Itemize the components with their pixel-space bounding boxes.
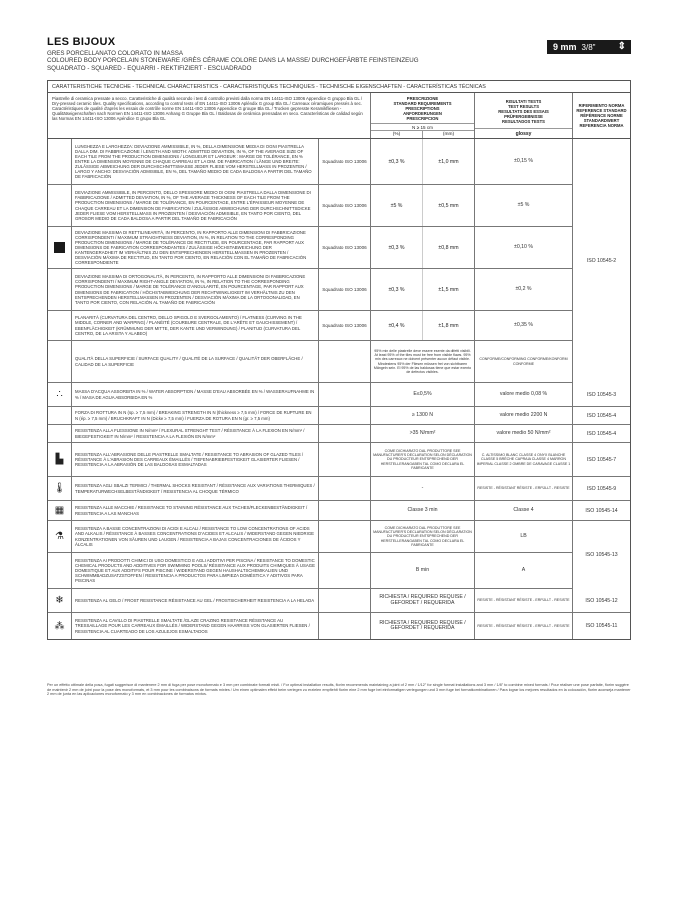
row-description: RESISTENZA A BASSE CONCENTRAZIONI DI ACIDI E ALCALI / RESISTANCE TO LOW CONCENTRATIONS OF ACIDS AND ALKALIS / RÉSISTANCE À BASSES CONCENTRATIONS D'ACIDES ET ALCALIS / WIDERSTAND GEGEN NIEDRIGE KONZENTRATIONEN VON SÄUREN UND LAUGEN / RESISTENCIA A BAJAS CONCENTRACIONES DE ÁCIDOS Y ÁLCALIS [72,521,319,552]
subtitle-line: GRES PORCELLANATO COLORATO IN MASSA [47,50,184,57]
row-prescription: Classe 3 min [371,501,475,520]
row-method: Squadrato ISO 13006 [319,269,371,310]
row-prescription: ≥ 1300 N [371,407,475,424]
results-header-line: RESULTADOS TESTS [502,119,545,124]
norm-header-line: REFERENCIA NORMA [579,123,624,128]
row-result: CONFORME/CONFORMING CONFORME/KONFORM CONFORME [475,341,573,382]
row-norm: ISO 10545-4 [586,412,617,419]
row-norm: ISO 10545-3 [586,391,617,398]
product-subtitle [47,50,631,72]
footnote: Per un effetto ottimale della posa, fugati suggerisce di mantenere 2 mm di fuga per pose monoformato e 3 mm per combinate formati misti. / For optimal installation results, florim recommends maintaining a joint of 2 mm / 1/12" for single format installations and 3 mm / 1/8" to combine mixed formats / Pour réaliser une pose parfaite, florim suggère de maintenir 2 mm de joint pour la pose des monoformats, et 3 mm pour les combinaisons de formats mixtes / Um einen optimalen effekt beim verlegen zu erzielen empfiehlt florim eine 2 mm fuge bei einformatigen verlegungen und 3 mm fuge bei formatkombinationen / Para lograr los mejores resultados en la colocación, florim aconseja mantener 2 mm de junta en las aplicaciones monoformato y 3 mm en combinaciones de formatos mixtos. [47,683,631,697]
prescriptions-header-line: PRESCRIZIONE [406,96,439,101]
table-row [48,477,630,501]
row-result: ±0,15 % [475,139,573,184]
row-result: ±0,10 % [475,227,573,268]
row-prescription: B min [371,553,475,588]
row-method [319,521,371,552]
prescriptions-header [371,93,475,138]
row-description: RESISTENZA ALL'ABRASIONE DELLE PIASTRELLE SMALTATE / RESISTANCE TO ABRASION OF GLAZED TILES / RÉSISTANCE À L'ABRASION DES CARREAUX ÉMAILLÉS / TIEFENABRIEBFESTIGKEIT GLASIERTER FLIESEN / RESISTENCIA A LA ABRASIÓN DE LAS BALDOSAS ESMALTADAS [72,443,319,476]
row-result: ±0,35 % [475,311,573,340]
row-method [319,477,371,500]
row-norm: ISO 10545-9 [586,485,617,492]
table-row [48,425,630,443]
row-prescription-percent: ±5 % [371,185,423,226]
units-row [371,130,474,138]
vertical-double-arrow-icon: ⇕ [617,41,626,52]
table-row [48,227,630,269]
row-prescription-percent: ±0,3 % [371,269,423,310]
row-description: LUNGHEZZA E LARGHEZZA: DEVIAZIONE AMMISSIBILE, IN %, DELLA DIMENSIONE MEDIA DI OGNI PIASTRELLA DALLA DIM. DI FABBRICAZIONE / LENGTH AND WIDTH: ADMITTED DEVIATION, IN %, OF THE AVERAGE SIZE OF EACH TILE FROM THE PRODUCTION DIMENSIONS / LONGUEUR ET LARGEUR : MARGE DE TOLÉRANCE, EN % ENTRE LA DIMENSION MOYENNE DE CHAQUE CARREAU ET LA DIM. DE FABRICATION / LÄNGE UND BREITE: ZULÄSSIGE ABWEICHUNG DER DURCHSCHNITTSMASSE JEDER FLIESE VOM HERSTELLMASS IN PROZENTEN / LARGO Y ANCHO: DESVIACIÓN ADMISIBLE, EN %, DEL TAMAÑO MEDIO DE CADA BALDOSA A PARTIR DEL TAMAÑO DE FABRICACIÓN [72,139,319,184]
table-row [48,501,630,521]
row-method: Squadrato ISO 13006 [319,227,371,268]
row-norm: ISO 10545-7 [586,456,617,463]
row-method [319,501,371,520]
prescriptions-header-line: PRESCRIPCION [406,116,439,121]
row-description: DEVIAZIONE MASSIMA DI ORTOGONALITÀ, IN PERCENTO, IN RAPPORTO ALLE DIMENSIONI DI FABBRICAZIONE CORRISPONDENTI / MAXIMUM RIGHT-ANGLE DEVIATION, IN %, IN RELATION TO THE CORRESPONDING PRODUCTION DIMENSIONS / MARGE DE TOLÉRANCE D'ANGULARITÉ, EN POURCENTAGE, PAR RAPPORT AUX DIMENSIONS DE FABRICATION / HÖCHSTABWEICHUNG DER RECHTWINKLIGKEIT IM VERHÄLTNIS ZU DEN ENTSPRECHENDEN HERSTELLMASSEN IN PROZENTEN / DESVIACIÓN MÁXIMA DE LA ORTOGONALIDAD, EN TANTO POR CIENTO, CON RELACIÓN AL TAMAÑO DE FABRICACIÓN [72,269,319,310]
shoe-icon: ▙ [55,454,64,465]
table-header-row [48,93,630,139]
row-description: RESISTENZA ALLE MACCHIE / RESISTANCE TO STAINING RÉSISTANCE AUX TACHES/FLECKENBESTÄNDIGKEIT / RESISTENCIA A LAS MANCHAS [72,501,319,520]
flask-icon: ⚗ [55,531,64,542]
row-description: RESISTENZA AI PRODOTTI CHIMICI DI USO DOMESTICO E AGLI ADDITIVI PER PISCINA / RESISTANCE TO DOMESTIC CHEMICAL PRODUCTS AND ADDITIVES FOR SWIMMING POOLS/ RÉSISTANCE AUX PRODUITS CHIMIQUES À USAGE DOMESTIQUE ET AUX ADDITIFS POUR PISCINE / WIDERSTAND GEGEN HAUSHALTSCHEMIKALIEN UND SCHWIMMBADZUSATZSTOFFEN / RESISTENCIA A PRODUCTOS PARA LIMPIEZA DOMÉSTICA Y ADITIVOS PARA PISCINAS [72,553,319,588]
row-description: MASSA D'ACQUA ASSORBITA IN % / WATER ABSORPTION / MASSE D'EAU ABSORBÉE EN % / WASSERAUFNAHME IN % / MASA DE AGUA ABSORBIDA EN % [72,383,319,406]
row-prescription: E≤0,5% [371,383,475,406]
row-prescription-mm: ±0,8 mm [423,227,475,268]
table-row [48,139,630,185]
table-row [48,185,630,227]
row-prescription: RICHIESTA / REQUIRED REQUISE / GEFORDET / REQUERIDA [371,613,475,639]
row-prescription-mm: ±1,8 mm [423,311,475,340]
row-method: Squadrato ISO 13006 [319,185,371,226]
thickness-mm: 9 mm [553,42,577,52]
table-row [48,553,630,589]
row-prescription-mm: ±1,5 mm [423,269,475,310]
row-method [319,613,371,639]
row-description: QUALITÀ DELLA SUPERFICIE / SURFACE QUALITY / QUALITÉ DE LA SURFACE / QUALITÄT DER OBERFLÄCHE / CALIDAD DE LA SUPERFICIE [72,341,319,382]
product-title: LES BIJOUX [47,36,116,48]
thickness-badge [547,40,631,54]
norm-header-line: REFERENCE STANDARD [576,108,627,113]
row-description: PLANARITÀ (CURVATURA DEL CENTRO, DELLO SPIGOLO E SVERGOLAMENTO) / FLATNESS (CURVING IN THE MIDDLE, CORNER AND WARPING) / PLANÉITÉ (COURBURE CENTRALE, DE L'ARÊTE ET GAUCHISSEMENT) / EBENFLÄCHIGKEIT (KRÜMMUNG DER MITTE, DER KANTE UND VERWINDUNG) / PLANITUD (CURVATURA DEL CENTRO, DE LA ARISTA Y ALABEO) [72,311,319,340]
row-result: RESISTE - RÉSISTANT RÉSISTE - ERFÜLLT - RESISTE [475,477,573,500]
row-norm: ISO 10545-12 [585,597,618,604]
table-row [48,341,630,383]
row-result: RESISTE - RÉSISTANT RÉSISTE - ERFÜLLT - RESISTE [475,613,573,639]
row-method [319,407,371,424]
row-norm: ISO 10545-14 [585,507,618,514]
table-row [48,407,630,425]
row-result: ±0,2 % [475,269,573,310]
glossy-label: glossy [475,128,572,138]
row-prescription-percent: ±0,3 % [371,139,423,184]
norm-merged-chemical: ISO 10545-13 [572,521,630,589]
row-result: LB [475,521,573,552]
row-prescription: COME DICHIARATO DAL PRODUTTORE SEE MANUFACTURER'S DECLARATION SELON DÉCLARATION DU PRODUCTEUR ENTSPRECHEND DER HERSTELLERANGABEN TAL COMO DECLARA EL FABRICANTE [371,443,475,476]
thermometer-icon: 🌡 [53,483,66,494]
row-prescription-percent: ±0,4 % [371,311,423,340]
table-row [48,521,630,553]
row-method [319,341,371,382]
spec-table [47,80,631,640]
norm-header [573,93,630,138]
row-description: RESISTENZA AGLI SBALZI TERMICI / THERMAL SHOCKS RESISTANT / RÉSISTANCE AUX VARIATIONS THERMIQUES / TEMPERATURWECHSELBESTÄNDIGKEIT / RESISTENCIA AL CHOQUE TÉRMICO [72,477,319,500]
row-description: RESISTENZA AL GELO / FROST RESISTANCE RÉSISTANCE AU GEL / FROSTSICHERHEIT RESISTENCIA A LA HELADA [72,589,319,612]
results-header-line: TEST RESULTS [507,104,540,109]
row-prescription: - [371,477,475,500]
row-prescription-mm: ±1,0 mm [423,139,475,184]
row-description: RESISTENZA AL CAVILLO DI PIASTRELLE SMALTATE /GLAZE CRAZING RESISTANCE RÉSISTANCE AU TRESSAILLAGE POUR LES CARREAUX ÉMAILLÉS / WIDERSTAND GEGEN HAARRISS VON GLASIERTEN FLIESEN / RESISTENCIA AL CUARTEADO DE LOS AZULEJOS ESMALTADOS [72,613,319,639]
table-row [48,269,630,311]
row-method: Squadrato ISO 13006 [319,139,371,184]
prescriptions-header-line: STANDARD REQUIREMENTS [393,101,452,106]
prescriptions-header-line: ANFORDERUNGEN [403,111,442,116]
chemical-group [48,521,630,589]
subtitle-line: SQUADRATO - SQUARED - EQUARRI - REKTIFIZIERT - ESCUADRADO [47,64,252,72]
unit-percent: (%) [392,132,401,137]
row-prescription-percent: ±0,3 % [371,227,423,268]
row-norm: ISO 10545-11 [585,623,618,629]
row-result: valore medio 2200 N [475,407,573,424]
row-description: RESISTENZA ALLA FLESSIONE IN N/mm² / FLEXURAL STRENGHT TEST / RÉSISTANCE À LA FLEXION EN N/mm² / BIEGEFESTIGKEIT IN N/mm² / RESISTENCIA A LA FLEXIÓN EN N/mm² [72,425,319,442]
row-prescription: 95% min delle piastrelle deve essere esente da difetti visibili. At least 95% of the tiles must be free from visible flaws. 95% min des carreaux ne doivent présenter aucun défaut visible. Mindestens 95% der Fliesen müssen frei von sichtbaren Mängeln sein. El 95% de las baldosas tiene que estar exento de defectos visibles. [371,341,475,382]
table-row [48,443,630,477]
square-icon [54,242,65,253]
norm-header-line: RIFERIMENTO NORMA [578,103,625,108]
norm-header-line: STANDARDWERT [583,118,620,123]
row-prescription: RICHIESTA / REQUIRED REQUISE / GEFORDET / REQUERIDA [371,589,475,612]
table-row [48,589,630,613]
table-row [48,311,630,341]
prescriptions-header-line: PRESCRIPTIONS [405,106,440,111]
table-intro: Piastrelle di ceramica pressate a secco. Caratteristiche di qualità secondo i test di controllo previsti dalla norma EN 14411-ISO 13006 Appendice G gruppo Bla GL / Dry-pressed ceramic tiles. Quality specifications, according to control tests of EN 14411-ISO 13006 Apléndix G group Bla GL / Carreaux céramiques pressés à sec. Caractéristiques de qualité d'après les essais de contrôle norme EN 14411-ISO 13006 Appendice G groupe Bla GL / Trocken gepresste Keramikfliesen - Qualitätseigenschaften nach Normen EN 14411-ISO 13006 Anhang G Gruppe Bla GL / Baldosas de cerámica prensadas en seco. Características de calidad según las Normas EN 14411-ISO 13006 Apéndice G grupo Bla GL [48,93,371,138]
row-result: C. ALTISSIMO BLANC CLASSE 4 ONYX BLANCHE CLASSE 5 BRÈCHE CAPRAIA CLASSE 4 MARRON IMPERIAL CLASSE 2 OMBRE DE CARAVAGE CLASSE 1 [475,443,573,476]
section-title: CARATTERISTICHE TECNICHE - TECHNICAL CHARACTERISTICS - CARACTERISTIQUES TECHNIQUES - TECHNISCHE EIGENSCHAFTEN - CARACTERÍSTICAS TÉCNICAS [48,81,630,93]
row-prescription-mm: ±0,5 mm [423,185,475,226]
subtitle-line: COLOURED BODY PORCELAIN STONEWARE /GRÈS CÉRAME COLORE DANS LA MASSE/ DURCHGEFÄRBTE FEINSTEINZEUG [47,57,419,65]
results-header [475,93,573,138]
norm-merged-dimensional: ISO 10545-2 [572,139,630,383]
row-description: DEVIAZIONE MASSIMA DI RETTILINEARITÀ, IN PERCENTO, IN RAPPORTO ALLE DIMENSIONI DI FABBRICAZIONE CORRISPONDENTI / MAXIMUM STRAIGHTNESS DEVIATION, IN %, IN RELATION TO THE CORRESPONDING PRODUCTION DIMENSIONS / MARGE DE TOLÉRANCE DE RECTITUDE, EN POURCENTAGE, PAR RAPPORT AUX DIMENSIONS DE FABRICATION CORRESPONDANTES / ZULÄSSIGE HÖCHSTABWEICHUNG DER KANTENGERADHEIT IM VERHÄLTNIS ZU DEN ENTSPRECHENDEN HERSTELLMASSEN IN PROZENTEN / DESVIACIÓN MÁXIMA DE RECTITUD, EN TANTO POR CIENTO, EN RELACIÓN CON EL TAMAÑO DE FABRICACIÓN CORRESPONDIENTE [72,227,319,268]
row-description: DEVIAZIONE AMMISSIBILE, IN PERCENTO, DELLO SPESSORE MEDIO DI OGNI PIASTRELLA DALLA DIMENSIONE DI FABBRICAZIONE / ADMITTED DEVIATION, IN %, OF THE AVERAGE THICKNESS OF EACH TILE FROM THE PRODUCTION DIMENSIONS / MARGE DE TOLÉRANCE, EN POURCENTAGE, ENTRE L'ÉPAISSEUR MOYENNE DE CHAQUE CARREAU ET LA DIMENSION DE FABRICATION / ZULÄSSIGE ABWEICHUNG DER DURCHSCHNITTSDICKE JEDER FLIESE VOM HERSTELLMASS IN PROZENTEN / DESVIACIÓN ADMISIBLE, EN TANTO POR CIENTO, DEL GROSOR MEDIO DE CADA BALDOSA A PARTIR DEL TAMAÑO DE FABRICACIÓN [72,185,319,226]
crackle-icon: ⁂ [54,620,65,632]
stain-grid-icon: ▦ [54,505,65,516]
table-row [48,383,630,407]
dimensional-group [48,139,630,383]
page-header [47,36,631,80]
row-result: RESISTE - RÉSISTANT RÉSISTE - ERFÜLLT - RESISTE [475,589,573,612]
row-result: ±5 % [475,185,573,226]
results-header-line: PRÜFERGEBNISSE [504,114,543,119]
water-drops-icon: ∴ [56,389,63,400]
row-method [319,425,371,442]
row-prescription: >35 N/mm² [371,425,475,442]
thickness-inch: 3/8" [581,42,596,52]
row-result: Classe 4 [475,501,573,520]
results-header-line: RESULTATS DES ESSAIS [498,109,549,114]
row-prescription: COME DICHIARATO DAL PRODUTTORE SEE MANUFACTURER'S DECLARATION SELON DÉCLARATION DU PRODUCTEUR ENTSPRECHEND DER HERSTELLERANGABEN TAL COMO DECLARA EL FABRICANTE [371,521,475,552]
results-header-line: RISULTATI TESTS [505,99,542,104]
snowflake-icon: ❄ [55,595,64,606]
norm-header-line: RÉFÉRENCE NORME [580,113,623,118]
unit-mm: (mm) [422,131,474,138]
np-label: N ≥ 15 cm [371,123,474,130]
row-result: valore medio 50 N/mm² [475,425,573,442]
row-norm: ISO 10545-4 [586,430,617,437]
row-result: A [475,553,573,588]
row-method [319,443,371,476]
row-method [319,553,371,588]
row-method [319,383,371,406]
table-row [48,613,630,639]
row-method: Squadrato ISO 13006 [319,311,371,340]
row-result: valore medio 0,08 % [475,383,573,406]
row-method [319,589,371,612]
row-description: FORZA DI ROTTURA IN N (sp. ≥ 7,5 mm) / BREAKING STRENGTH IN N (thickness ≥ 7,5 mm) / FORCE DE RUPTURE EN N (ép. ≥ 7,5 mm) / BRUCHKRAFT IN N (Dicke ≥ 7,5 mm) / FUERZA DE ROTURA EN N (gr. ≥ 7,5 mm) [72,407,319,424]
